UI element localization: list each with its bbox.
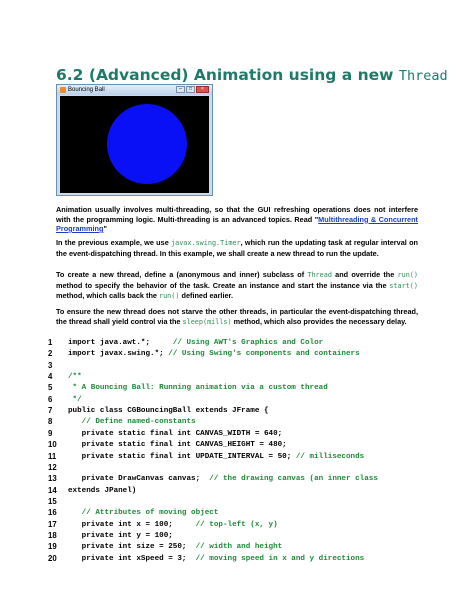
code-comment: // Using Swing's components and containers [168,350,360,359]
code-text [68,417,196,427]
code-comment: // Using AWT's Graphics and Color [172,339,324,347]
line-number: 16 [48,508,57,518]
code-comment: // top-left (x, y) [195,520,278,529]
code-comment: // Attributes of moving object [81,509,219,518]
code-statement: private int y = 100; [68,531,173,540]
code-comment: // moving speed in x and y directions [195,554,365,563]
bouncing-ball-window [56,84,213,196]
line-number: 5 [48,383,53,393]
paragraph-sleep [56,307,418,327]
p3-code-start: start() [389,281,418,290]
heading-text: 6.2 (Advanced) Animation using a new [56,66,399,84]
code-comment: * A Bouncing Ball: Running animation via a custom thread [68,384,328,393]
code-statement [68,509,82,517]
code-text [68,338,323,348]
code-statement: private int xSpeed = 3; [68,554,196,563]
code-statement: private static final int CANVAS_WIDTH = 640; [68,429,283,438]
code-text [68,531,173,541]
code-text [68,486,136,496]
paragraph-create-thread [56,270,418,302]
code-comment: /** [68,373,82,382]
blue-ball [107,104,187,184]
p3-c: method to specify the behavior of the task. Create an instance and start the instance via the [56,280,390,290]
code-statement: private DrawCanvas canvas; [68,475,210,484]
line-number: 11 [48,451,57,461]
line-number: 18 [48,530,57,540]
code-statement [68,418,82,426]
code-comment: // Define named-constants [81,418,196,427]
code-text [68,440,287,450]
p2-a: In the previous example, we use [56,238,172,247]
code-text [68,554,364,564]
line-number: 15 [48,496,57,506]
code-text [68,452,364,462]
minimize-icon[interactable]: – [176,86,185,93]
line-number: 10 [48,440,57,450]
line-number: 12 [48,462,57,472]
code-text [68,383,328,393]
line-number: 7 [48,406,53,416]
window-titlebar[interactable] [57,85,212,95]
p4-b: method, which also provides the necessary delay. [231,316,407,326]
p3-code-run: run() [397,271,418,279]
line-number: 1 [48,338,53,347]
code-statement: private static final int UPDATE_INTERVAL = 50; [68,452,296,461]
window-controls [176,86,209,93]
p1-tail: " [103,224,107,233]
line-number: 14 [48,485,57,495]
code-text [68,349,360,359]
code-text [68,542,282,552]
line-number: 20 [48,553,57,563]
line-number: 13 [48,474,57,484]
code-text [68,474,378,484]
p3-code-thread: Thread [307,271,332,279]
p3-b: and override the [331,270,398,279]
code-text [68,508,218,518]
p1-text: Animation usually involves multi-threading, so that the GUI refreshing operations does not interfere with the programming logic. Multi-threading is an advanced topics. Read " [56,205,418,224]
p3-e: defined earlier. [179,291,234,300]
code-text [68,372,82,382]
code-statement: private int size = 250; [68,543,196,552]
code-statement: public class CGBouncingBall extends JFrame { [68,407,269,416]
line-number: 3 [48,360,53,370]
line-number: 8 [48,417,53,427]
p4-code-sleep: sleep(mills) [182,317,232,326]
heading-code: Thread [398,68,448,84]
line-number: 9 [48,428,53,438]
code-comment: // width and height [195,543,283,552]
paragraph-previous-example [56,238,418,258]
p2-b: , which run the updating task at regular interval on the event-dispatching thread. In this example, we shall create a new thread to run the update. [56,238,418,258]
code-statement: private static final int CANVAS_HEIGHT = 480; [68,441,287,450]
p3-d: method, which calls back the [56,291,159,300]
line-number: 19 [48,542,57,552]
p2-code-timer: javax.swing.Timer [171,239,241,247]
code-statement: extends JPanel) [68,486,137,495]
close-icon[interactable]: × [196,86,209,93]
code-text [68,429,282,439]
window-title: Bouncing Ball [68,87,105,93]
code-text [68,520,278,530]
code-statement: private int x = 100; [68,520,196,529]
p3-a: To create a new thread, define a (anonymous and inner) subclass of [56,270,308,279]
code-text [68,395,82,405]
multithreading-link[interactable]: Multithreading & Concurrent Programming [56,214,418,233]
code-statement: import java.awt.*; [68,339,173,347]
section-heading [56,66,448,84]
p3-code-run2: run() [159,292,180,300]
code-text [68,406,269,416]
line-number: 17 [48,519,57,529]
maximize-icon[interactable]: □ [186,86,195,93]
p4-a: To ensure the new thread does not starve the other threads, in particular the event-dispatching thread, the thread shall yield control via the [56,307,418,326]
line-number: 4 [48,372,53,382]
code-comment: // the drawing canvas (an inner class [209,475,378,484]
code-comment: */ [68,395,82,404]
code-comment: // milliseconds [295,452,365,461]
java-app-icon [60,87,66,93]
line-number: 2 [48,349,53,359]
drawing-canvas [60,96,209,193]
paragraph-intro [56,205,418,234]
code-statement: import javax.swing.*; [68,350,169,359]
line-number: 6 [48,394,53,404]
